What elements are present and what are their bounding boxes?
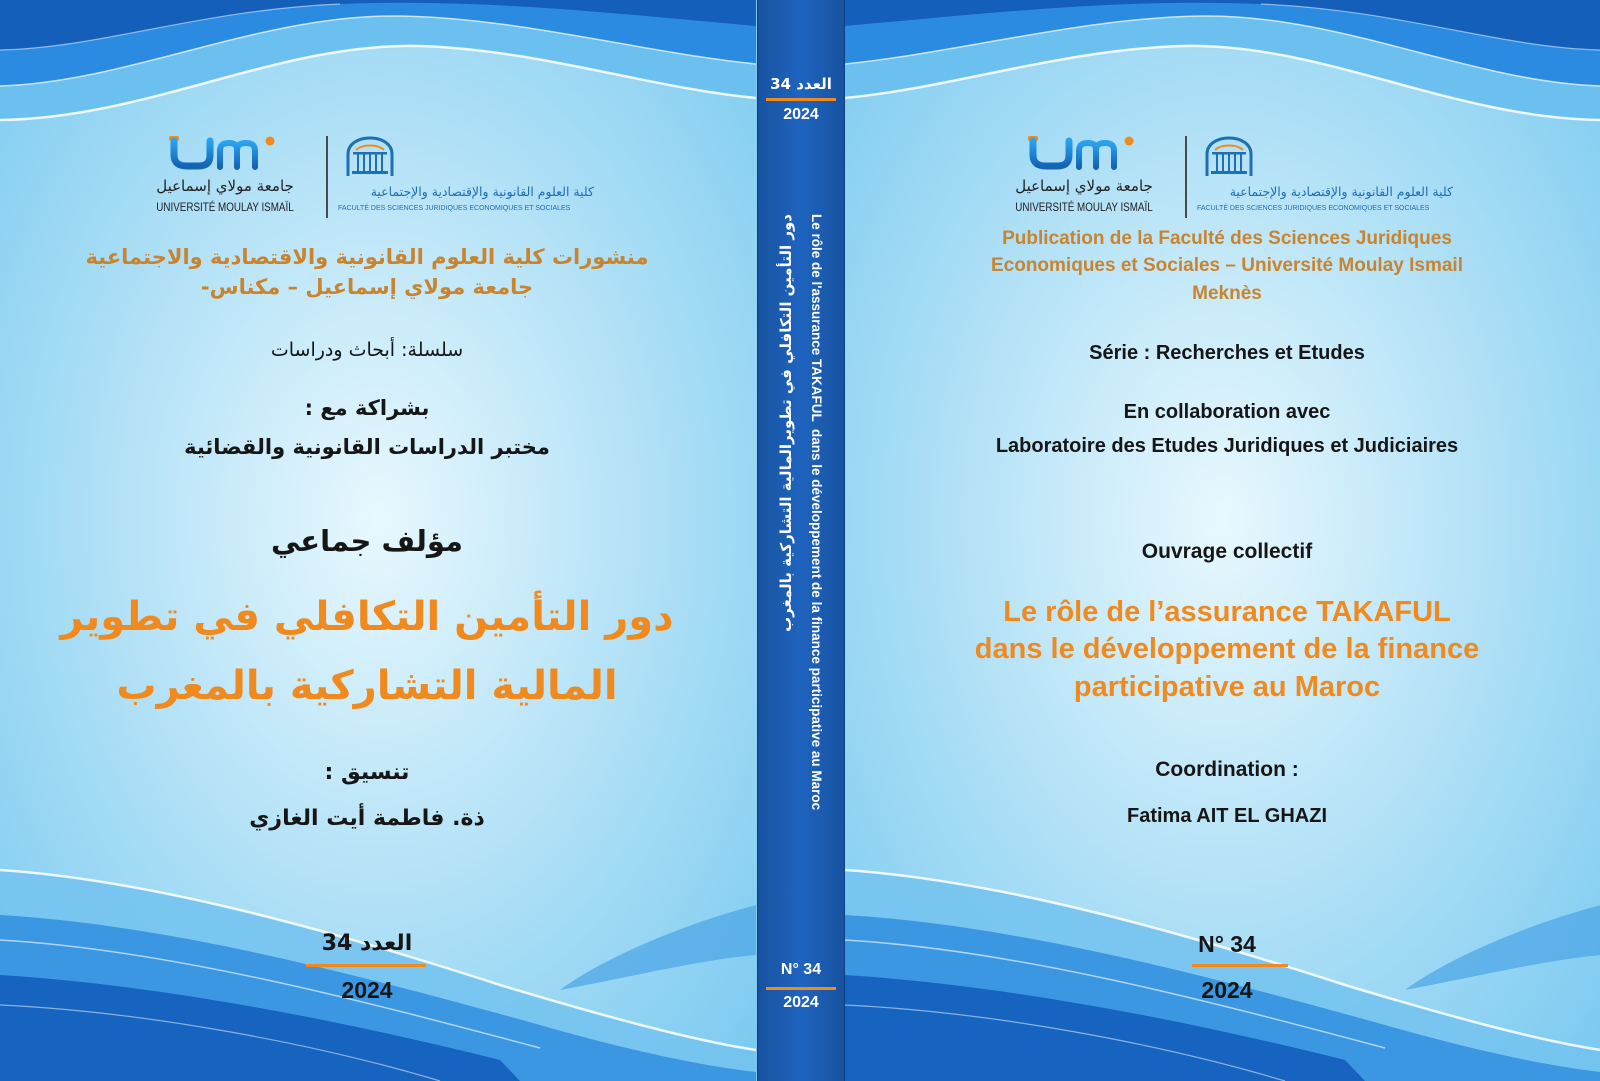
coordinator-name: ذة. فاطمة أيت الغازي: [249, 806, 485, 831]
publication-year: 2024: [1201, 977, 1253, 1003]
publisher-line: Economiques et Sociales – Université Moulay Ismail: [990, 255, 1463, 276]
faculty-building-icon: [344, 136, 396, 178]
faculty-name-french: FACULTÉ DES SCIENCES JURIDIQUES ECONOMIQUES ET SOCIALES: [1197, 205, 1430, 212]
logo-lockup-french-cover: [999, 136, 1459, 222]
coordinator-name: Fatima AIT EL GHAZI: [1126, 805, 1328, 827]
issue-underline: [1192, 964, 1288, 967]
logo-divider: [1185, 136, 1187, 218]
work-type: مؤلف جماعي: [270, 524, 464, 558]
book-title-line: dans le développement de la finance: [974, 633, 1480, 665]
spine-issue-arabic: العدد 34: [770, 75, 832, 93]
issue-number: N° 34: [1198, 931, 1256, 957]
spine-title-french: Le rôle de l'assurance TAKAFUL dans le développement de la finance participative au Maroc: [809, 214, 824, 811]
issue-number: العدد 34: [321, 931, 413, 956]
spine-underline: [766, 987, 836, 990]
partner-laboratory: مختبر الدراسات القانونية والقضائية: [184, 435, 550, 459]
coordination-label: Coordination :: [1155, 758, 1299, 781]
book-title-line: دور التأمين التكافلي في تطوير: [60, 594, 674, 640]
book-title-line: المالية التشاركية بالمغرب: [116, 663, 618, 709]
spine-issue-french: N° 34: [780, 961, 822, 978]
spine-underline: [766, 98, 836, 101]
university-name-arabic: جامعة مولاي إسماعيل: [156, 177, 294, 195]
publisher-line: Meknès: [1192, 283, 1262, 304]
faculty-name-arabic: كلية العلوم القانونية والإقتصادية والإجتماعية: [370, 184, 594, 199]
publisher-line: منشورات كلية العلوم القانونية والاقتصادية والاجتماعية: [85, 245, 649, 269]
book-title-line: Le rôle de l’assurance TAKAFUL: [1003, 596, 1451, 628]
collaboration-label: En collaboration avec: [1123, 401, 1331, 423]
book-title-line: participative au Maroc: [1073, 671, 1381, 703]
spine-year: 2024: [783, 106, 819, 123]
logo-divider: [326, 136, 328, 218]
series-name: Série : Recherches et Etudes: [1089, 342, 1365, 364]
logo-lockup-arabic-cover: [140, 136, 600, 222]
faculty-building-icon: [1203, 136, 1255, 178]
umi-logo-icon: [1027, 136, 1149, 170]
coordination-label: تنسيق :: [324, 760, 410, 785]
spine: [757, 0, 845, 1081]
university-name-french: UNIVERSITÉ MOULAY ISMAÏL: [156, 200, 294, 214]
publisher-line: Publication de la Faculté des Sciences Juridiques: [1002, 228, 1452, 249]
university-name-french: UNIVERSITÉ MOULAY ISMAÏL: [1015, 200, 1153, 214]
umi-logo-icon: [168, 136, 290, 170]
work-type: Ouvrage collectif: [1141, 540, 1313, 563]
publisher-line: جامعة مولاي إسماعيل – مكناس-: [200, 275, 534, 299]
partner-laboratory: Laboratoire des Etudes Juridiques et Judiciaires: [995, 435, 1459, 457]
spine-year: 2024: [783, 994, 819, 1011]
faculty-name-french: FACULTÉ DES SCIENCES JURIDIQUES ECONOMIQUES ET SOCIALES: [338, 205, 571, 212]
spine-title-arabic: دور التأمين التكافلي في تطويرالمالية التشاركية بالمغرب: [777, 214, 795, 632]
publication-year: 2024: [341, 977, 393, 1003]
faculty-name-arabic: كلية العلوم القانونية والإقتصادية والإجتماعية: [1229, 184, 1453, 199]
university-name-arabic: جامعة مولاي إسماعيل: [1015, 177, 1153, 195]
partnership-label: بشراكة مع :: [304, 396, 430, 420]
issue-underline: [306, 964, 426, 967]
series-name: سلسلة: أبحاث ودراسات: [270, 339, 464, 361]
